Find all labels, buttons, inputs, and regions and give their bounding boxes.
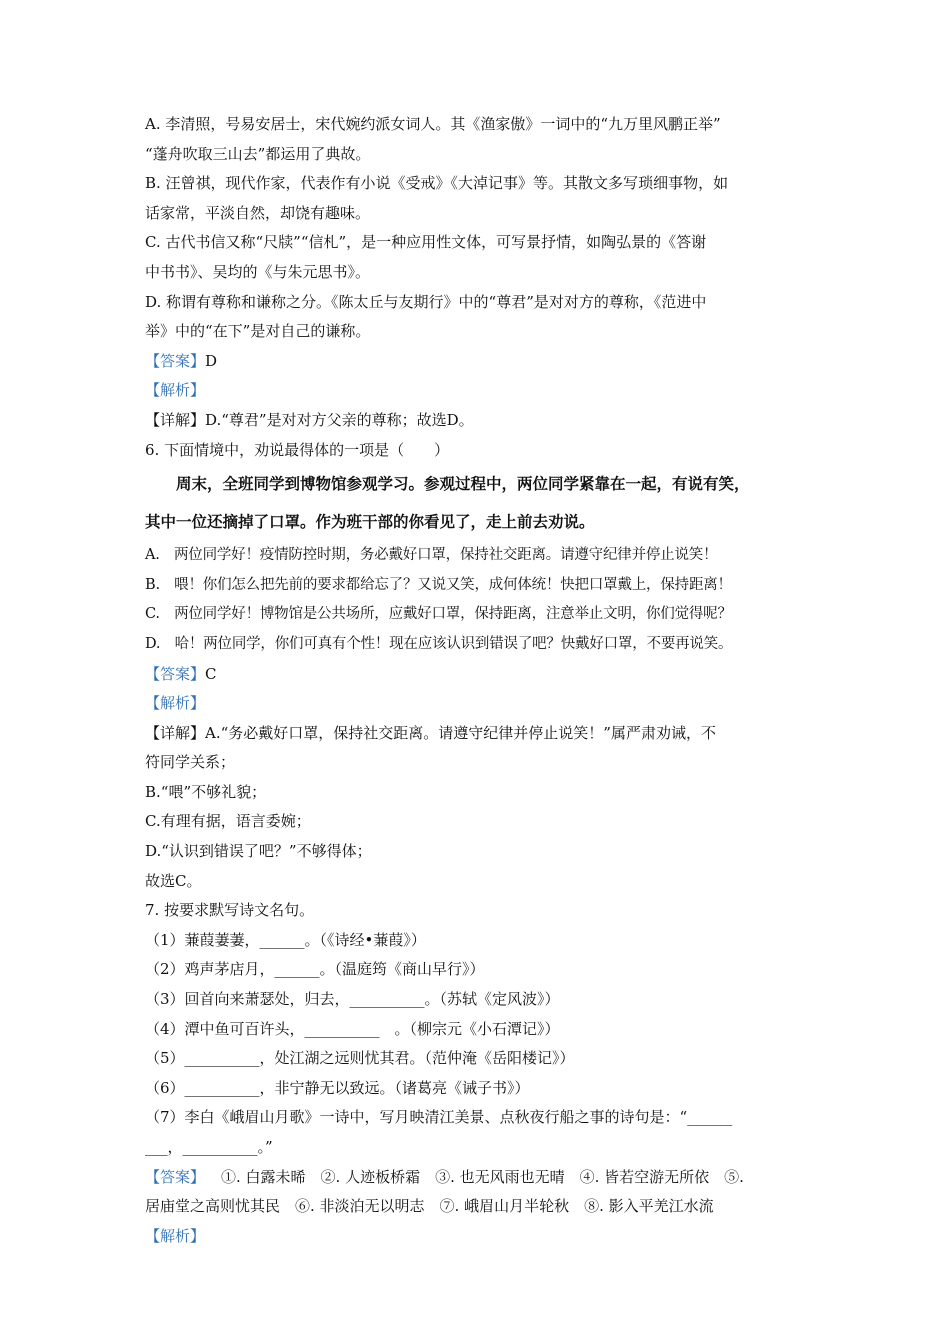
- q6-option-c: C. 两位同学好！博物馆是公共场所，应戴好口罩，保持距离，注意举止文明，你们觉得呢？: [145, 606, 732, 623]
- q5-option-b-line2: 话家常，平淡自然，却饶有趣味。: [145, 203, 371, 222]
- q6-option-a: A. 两位同学好！疫情防控时期，务必戴好口罩，保持社交距离。请遵守纪律并停止说笑！: [145, 547, 718, 564]
- q5-options: [145, 110, 815, 347]
- q7-item: （4）潭中鱼可百许头，__________ 。（柳宗元《小石潭记》）: [145, 1019, 560, 1038]
- q5-option-a-line1: A. 李清照，号易安居士，宋代婉约派女词人。其《渔家傲》一词中的“九万里风鹏正举”: [145, 115, 721, 133]
- analysis-tag: 【解析】: [145, 1226, 206, 1245]
- q5-option-b-line1: B. 汪曾祺，现代作家，代表作有小说《受戒》《大淖记事》等。其散文多写琐细事物，如: [145, 174, 729, 193]
- q7-item: ___，__________。”: [145, 1138, 273, 1156]
- q7-answer-cont: 居庙堂之高则忧其民 ⑥. 非淡泊无以明志 ⑦. 峨眉山月半轮秋 ⑧. 影入平羌江水流: [145, 1197, 714, 1216]
- q5-option-a-line2: “蓬舟吹取三山去”都运用了典故。: [145, 144, 371, 163]
- q6-context-line1: 周末，全班同学到博物馆参观学习。参观过程中，两位同学紧靠在一起，有说有笑，: [176, 475, 750, 494]
- q5-option-d-line2: 举》中的“在下”是对自己的谦称。: [145, 322, 371, 341]
- q7-item: （5）__________，处江湖之远则忧其君。（范仲淹《岳阳楼记》）: [145, 1049, 575, 1068]
- q5-option-c-line2: 中书书》、吴均的《与朱元思书》。: [145, 262, 371, 281]
- q5-answer: [145, 347, 815, 377]
- q6-title: 6. 下面情境中，劝说最得体的一项是（ ）: [145, 440, 450, 459]
- q6-answer: [145, 660, 815, 690]
- answer-value: D: [205, 351, 218, 370]
- q5-option-c-line1: C. 古代书信又称“尺牍”“信札”，是一种应用性文体，可写景抒情，如陶弘景的《答谢: [145, 233, 707, 252]
- answer-value: C: [205, 664, 217, 683]
- q5-detail: 【详解】D.“尊君”是对对方父亲的尊称；故选D。: [145, 410, 474, 429]
- q7-item: （6）__________，非宁静无以致远。（诸葛亮《诫子书》）: [145, 1078, 530, 1097]
- q6-option-d: D. 哈！两位同学，你们可真有个性！现在应该认识到错误了吧？快戴好口罩，不要再说笑。: [145, 635, 733, 652]
- q6-detail-line: 符同学关系；: [145, 753, 236, 772]
- q7-item: （2）鸡声茅店月，______。（温庭筠《商山早行》）: [145, 960, 485, 979]
- q6-option-b: B. 喂！你们怎么把先前的要求都给忘了？又说又笑，成何体统！快把口罩戴上，保持距离！: [145, 576, 732, 593]
- q6-detail-line: 故选C。: [145, 871, 202, 890]
- q7-items: [145, 926, 815, 1163]
- analysis-tag: 【解析】: [145, 381, 206, 400]
- q6-options: [145, 541, 815, 659]
- q6-detail-line: 【详解】A.“务必戴好口罩，保持社交距离。请遵守纪律并停止说笑！”属严肃劝诫，不: [145, 723, 716, 742]
- document-page: [145, 110, 815, 1251]
- q7-answer: [145, 1163, 815, 1193]
- q7-analysis: [145, 1222, 815, 1252]
- q7-item: （1）蒹葭萋萋，______。（《诗经•蒹葭》）: [145, 930, 426, 949]
- q7-item: （7）李白《峨眉山月歌》一诗中，写月映清江美景、点秋夜行船之事的诗句是：“______: [145, 1108, 733, 1127]
- answer-tag: 【答案】: [145, 351, 206, 370]
- q6-detail-line: B.“喂”不够礼貌；: [145, 782, 267, 801]
- q6-detail-line: C.有理有据，语言委婉；: [145, 812, 311, 831]
- q6-detail: [145, 719, 815, 897]
- q6-detail-line: D.“认识到错误了吧？”不够得体；: [145, 842, 372, 861]
- q6-context-line2: 其中一位还摘掉了口罩。作为班干部的你看见了，走上前去劝说。: [145, 513, 595, 532]
- q7-title: 7. 按要求默写诗文名句。: [145, 901, 315, 920]
- answer-tag: 【答案】: [145, 664, 206, 683]
- q5-analysis: [145, 376, 815, 406]
- answer-tag: 【答案】: [145, 1167, 206, 1186]
- q5-option-d-line1: D. 称谓有尊称和谦称之分。《陈太丘与友期行》中的“尊君”是对对方的尊称，《范进中: [145, 292, 707, 311]
- analysis-tag: 【解析】: [145, 694, 206, 713]
- q7-item: （3）回首向来萧瑟处，归去，__________。（苏轼《定风波》）: [145, 990, 560, 1009]
- q6-analysis: [145, 689, 815, 719]
- answer-value: ①. 白露未晞 ②. 人迹板桥霜 ③. 也无风雨也无晴 ④. 皆若空游无所依 ⑤.: [221, 1167, 744, 1186]
